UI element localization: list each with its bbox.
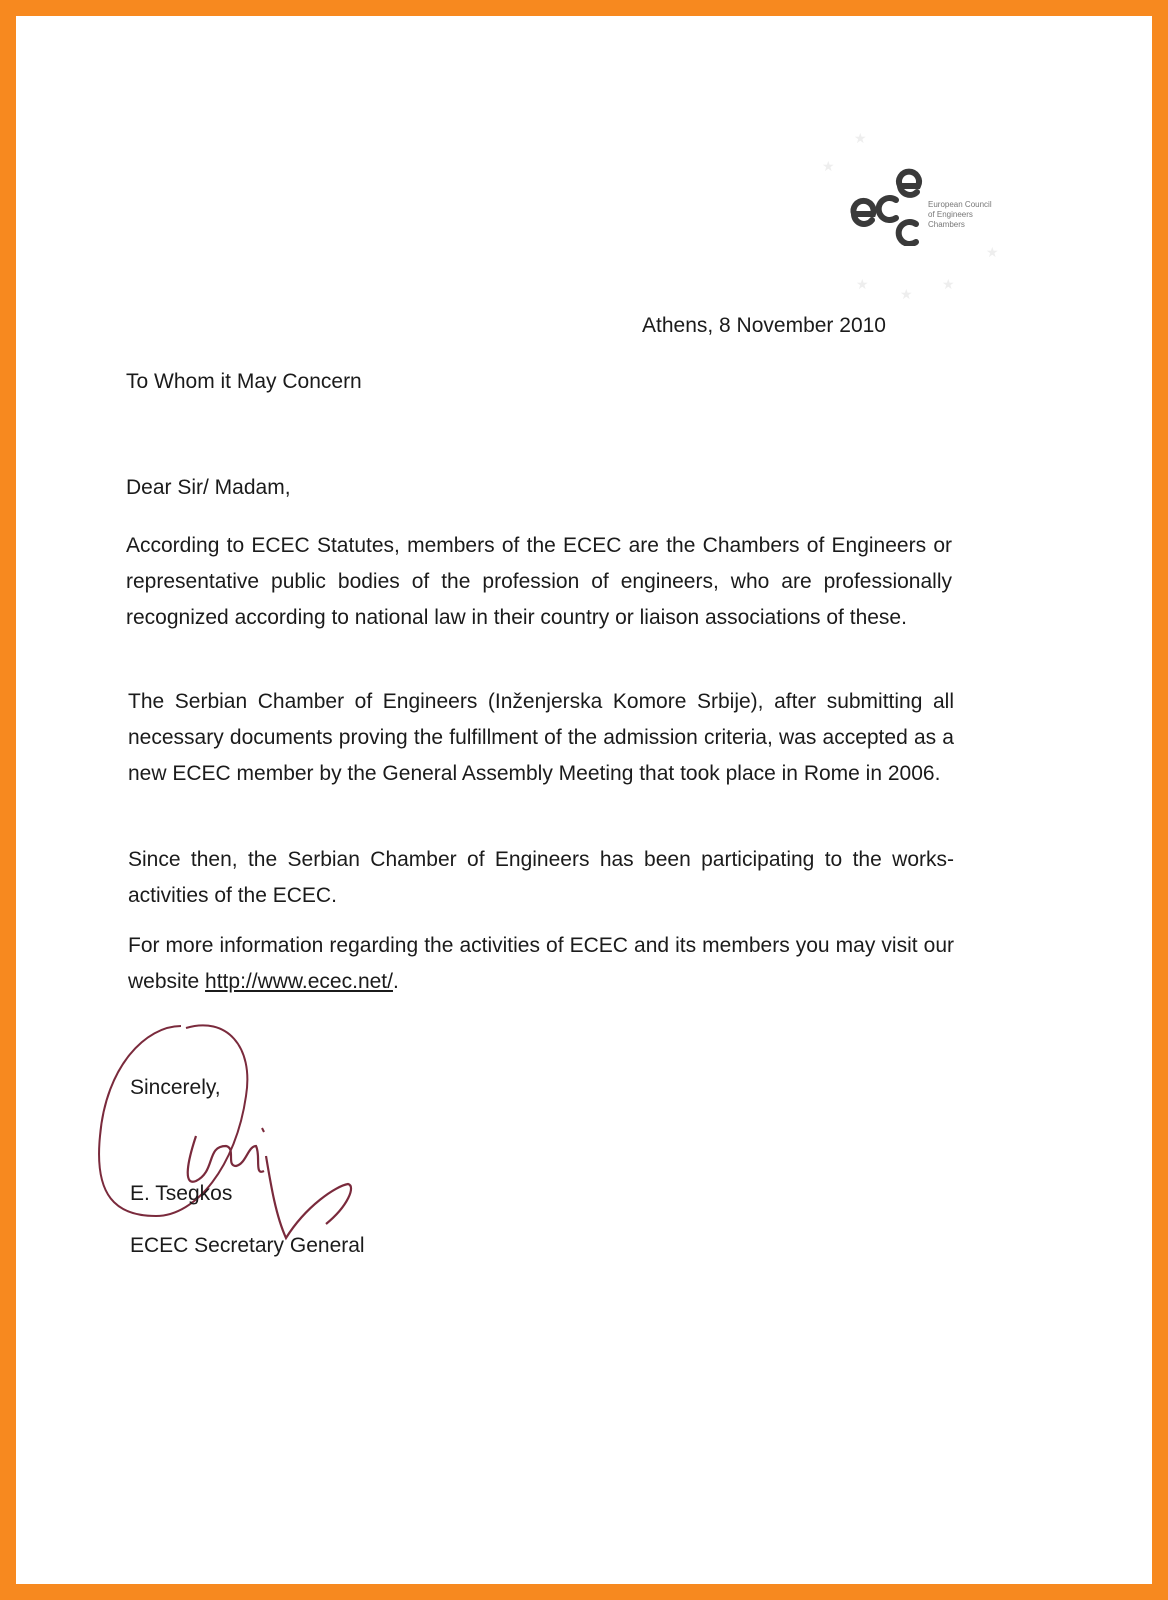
body-paragraph-website <box>128 928 954 1000</box>
star-icon: ★ <box>856 276 869 292</box>
body-paragraph-statutes: According to ECEC Statutes, members of the ECEC are the Chambers of Engineers or representative public bodies of the profession of engineers, who are professionally recognized according to national law in their country or liaison associations of these. <box>126 534 952 629</box>
star-icon: ★ <box>854 130 867 146</box>
logo-org-line: Chambers <box>928 220 965 229</box>
star-icon: ★ <box>900 286 913 302</box>
star-icon: ★ <box>822 158 835 174</box>
body-paragraph-participation: Since then, the Serbian Chamber of Engineers has been participating to the works- activities of the ECEC. <box>128 848 954 907</box>
logo-org-name <box>928 200 1018 230</box>
website-text: For more information regarding the activities of ECEC and its members you may visit our website <box>128 934 954 993</box>
letter-recipient: To Whom it May Concern <box>126 370 362 393</box>
ecec-logo-mark <box>846 166 926 246</box>
signer-name: E. Tsegkos <box>130 1182 233 1205</box>
letter-page <box>16 16 1152 1584</box>
signature <box>86 1006 406 1266</box>
logo-org-line: European Council <box>928 200 992 209</box>
letter-closing: Sincerely, <box>130 1076 221 1099</box>
star-icon: ★ <box>986 244 999 260</box>
letter-salutation: Dear Sir/ Madam, <box>126 476 291 499</box>
signer-title: ECEC Secretary General <box>130 1234 365 1257</box>
logo-org-line: of Engineers <box>928 210 973 219</box>
letter-date: Athens, 8 November 2010 <box>642 314 886 337</box>
website-text-end: . <box>392 970 399 993</box>
star-icon: ★ <box>942 276 955 292</box>
body-paragraph-admission: The Serbian Chamber of Engineers (Inženjerska Komore Srbije), after submitting all necessary documents proving the fulfillment of the admission criteria, was accepted as a new ECEC member by the General Assembly Meeting that took place in Rome in 2006. <box>128 690 954 785</box>
website-link[interactable]: http://www.ecec.net/ <box>205 970 393 993</box>
ecec-logo <box>846 166 1016 246</box>
